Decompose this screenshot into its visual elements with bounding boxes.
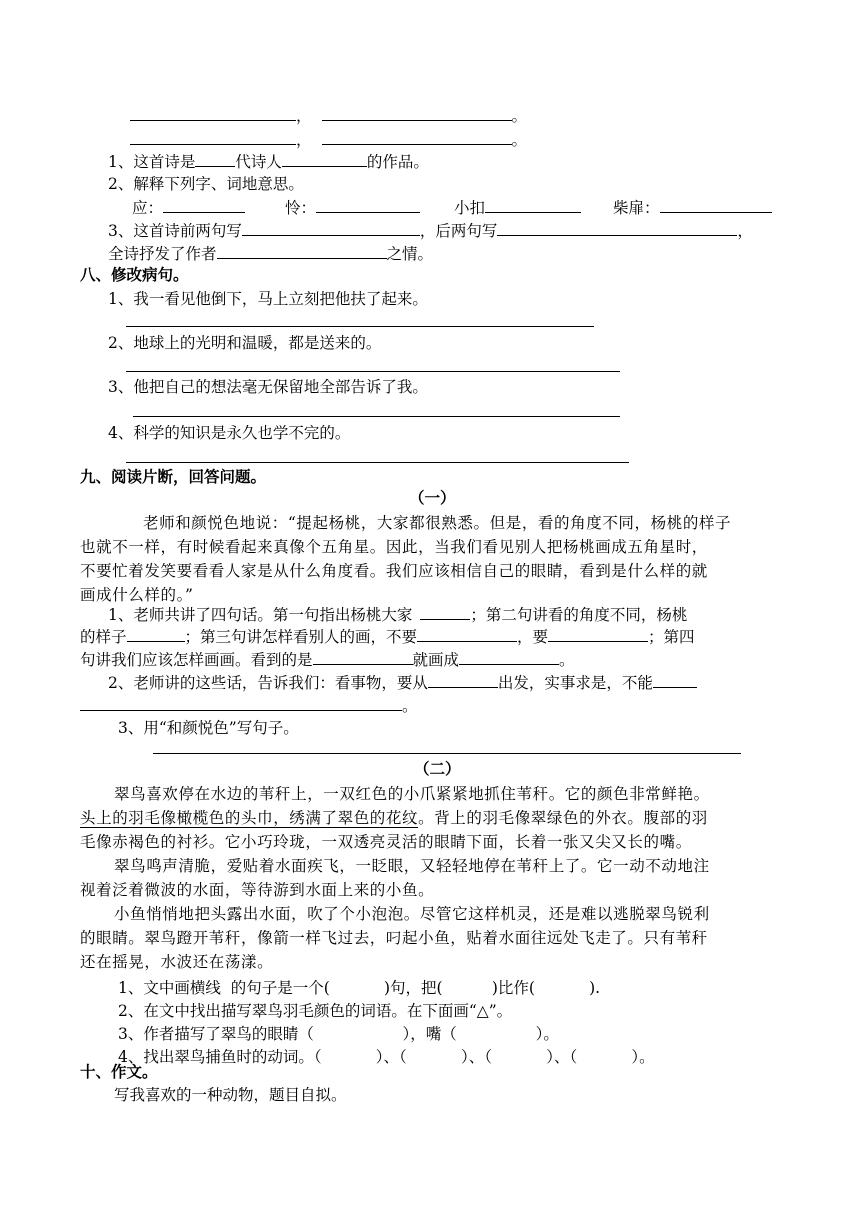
q7-item-3-cont xyxy=(108,242,433,265)
text: ，要 xyxy=(517,628,549,646)
text: 3、这首诗前两句写 xyxy=(108,222,242,240)
p2-q1: 1、文中画横线 的句子是一个( )句，把( )比作( ). xyxy=(118,979,601,997)
passage-line: 还在摇晃，水波还在荡漾。 xyxy=(80,953,274,971)
p2-q2: 2、在文中找出描写翠鸟羽毛颜色的词语。在下面画“△”。 xyxy=(118,1002,513,1020)
p1-q1 xyxy=(108,603,687,626)
blank[interactable] xyxy=(660,196,772,213)
text: 。 xyxy=(402,697,418,715)
p2-q3: 3、作者描写了翠鸟的眼睛（ ），嘴（ ）。 xyxy=(118,1025,559,1043)
text: 应： xyxy=(132,199,164,217)
s8-item-2: 2、地球上的光明和温暖，都是送来的。 xyxy=(108,334,382,352)
text: 2、老师讲的这些话，告诉我们：看事物，要从 xyxy=(108,674,428,692)
passage-line: 小鱼悄悄地把头露出水面，吹了个小泡泡。尽管它这样机灵，还是难以逃脱翠鸟锐利 xyxy=(114,905,710,923)
q7-word-1 xyxy=(132,196,245,219)
blank[interactable] xyxy=(313,648,413,665)
q7-item-1 xyxy=(108,150,429,173)
blank[interactable] xyxy=(242,219,420,236)
blank[interactable] xyxy=(163,196,245,213)
passage-line: 毛像赤褐色的衬衫。它小巧玲珑，一双透亮灵活的眼睛下面，长着一张又尖又长的嘴。 xyxy=(80,833,692,851)
comma: ， xyxy=(296,131,312,149)
blank[interactable] xyxy=(485,196,581,213)
blank[interactable] xyxy=(428,671,498,688)
q7-item-3 xyxy=(108,219,753,242)
p1-q3-answer-line[interactable] xyxy=(153,753,741,754)
text: ， xyxy=(737,222,753,240)
blank[interactable] xyxy=(130,104,296,121)
q7-word-3 xyxy=(454,196,581,219)
text: ，后两句写 xyxy=(419,222,498,240)
section-9-heading: 九、阅读片断，回答问题。 xyxy=(80,467,267,486)
s8-answer-line-3[interactable] xyxy=(133,416,620,417)
text: ；第二句讲看的角度不同，杨桃 xyxy=(470,606,688,624)
text: 句讲我们应该怎样画画。看到的是 xyxy=(80,651,313,669)
passage-line: 不要忙着发笑要看看人家是从什么角度看。我们应该相信自己的眼睛，看到是什么样的就 xyxy=(80,562,708,580)
passage-line xyxy=(80,806,710,830)
blank[interactable] xyxy=(127,625,185,642)
poem-line-1 xyxy=(130,104,527,127)
text: 柴扉： xyxy=(613,199,660,217)
period: 。 xyxy=(511,131,528,149)
q7-word-4 xyxy=(613,196,772,219)
passage-line: 的眼睛。翠鸟蹬开苇秆，像箭一样飞过去，叼起小鱼，贴着水面往远处飞走了。只有苇秆 xyxy=(80,929,708,947)
comma: ， xyxy=(296,107,312,125)
period: 。 xyxy=(511,107,528,125)
text: 的作品。 xyxy=(366,153,429,171)
s8-item-1: 1、我一看见他倒下，马上立刻把他扶了起来。 xyxy=(108,290,428,308)
underlined-sentence: 头上的羽毛像橄榄色的头巾，绣满了翠色的花纹 xyxy=(80,809,419,827)
q7-word-2 xyxy=(285,196,420,219)
p1-q3: 3、用“和颜悦色”写句子。 xyxy=(118,719,299,737)
blank[interactable] xyxy=(130,128,296,145)
s8-item-3: 3、他把自己的想法毫无保留地全部告诉了我。 xyxy=(108,378,428,396)
text: 全诗抒发了作者 xyxy=(108,245,217,263)
text: 小扣 xyxy=(454,199,486,217)
p1-q2 xyxy=(108,671,697,694)
s8-item-4: 4、科学的知识是永久也学不完的。 xyxy=(108,424,351,442)
s8-answer-line-4[interactable] xyxy=(126,462,629,463)
text: 就画成 xyxy=(412,651,460,669)
text: 之情。 xyxy=(386,245,434,263)
text: ；第四 xyxy=(648,628,695,646)
passage-line: 翠鸟鸣声清脆，爱贴着水面疾飞，一眨眼，又轻轻地停在苇秆上了。它一动不动地注 xyxy=(114,857,710,875)
text: 出发，实事求是，不能 xyxy=(497,674,653,692)
text: 。 xyxy=(559,651,575,669)
text: 1、这首诗是 xyxy=(108,153,196,171)
blank[interactable] xyxy=(195,150,235,167)
blank[interactable] xyxy=(316,196,420,213)
s8-answer-line-2[interactable] xyxy=(126,371,620,372)
passage-line: 也就不一样，有时候看起来真像个五角星。因此，当我们看见别人把杨桃画成五角星时， xyxy=(80,538,708,556)
p1-q1-cont xyxy=(80,625,695,648)
blank[interactable] xyxy=(497,219,737,236)
section-10-heading: 十、作文。 xyxy=(80,1062,158,1081)
text: 的样子 xyxy=(80,628,127,646)
text: 代诗人 xyxy=(235,153,282,171)
poem-line-2 xyxy=(130,128,527,151)
passage-line: 视着泛着微波的水面，等待游到水面上来的小鱼。 xyxy=(80,881,435,899)
blank[interactable] xyxy=(417,625,517,642)
p1-q1-cont2 xyxy=(80,648,575,671)
blank[interactable] xyxy=(217,242,387,259)
part-1-title: （一） xyxy=(409,488,456,507)
blank[interactable] xyxy=(548,625,648,642)
blank[interactable] xyxy=(282,150,367,167)
passage-line: 翠鸟喜欢停在水边的苇秆上，一双红色的小爪紧紧地抓住苇秆。它的颜色非常鲜艳。 xyxy=(114,785,710,803)
passage-1 xyxy=(80,511,731,607)
section-8-heading: 八、修改病句。 xyxy=(80,265,189,284)
p2-q4: 4、找出翠鸟捕鱼时的动词。（ ）、（ ）、（ ）、（ ）。 xyxy=(118,1048,655,1066)
text: 。背上的羽毛像翠绿色的外衣。腹部的羽 xyxy=(418,809,708,827)
part-2-title: （二） xyxy=(414,759,461,778)
text: 怜： xyxy=(285,199,317,217)
blank[interactable] xyxy=(80,694,402,711)
passage-line: 画成什么样的。” xyxy=(80,586,194,604)
blank[interactable] xyxy=(653,671,697,688)
blank[interactable] xyxy=(322,104,512,121)
blank[interactable] xyxy=(420,603,470,620)
text: 1、老师共讲了四句话。第一句指出杨桃大家 xyxy=(108,606,413,624)
essay-prompt: 写我喜欢的一种动物，题目自拟。 xyxy=(114,1086,347,1104)
s8-answer-line-1[interactable] xyxy=(126,326,594,327)
blank[interactable] xyxy=(459,648,559,665)
p1-q2-cont xyxy=(80,694,418,717)
blank[interactable] xyxy=(322,128,512,145)
passage-2 xyxy=(80,782,710,974)
text: ；第三句讲怎样看别人的画，不要 xyxy=(184,628,418,646)
q7-item-2: 2、解释下列字、词地意思。 xyxy=(108,175,304,193)
passage-line: 老师和颜悦色地说：“提起杨桃，大家都很熟悉。但是，看的角度不同，杨桃的样子 xyxy=(143,514,732,532)
